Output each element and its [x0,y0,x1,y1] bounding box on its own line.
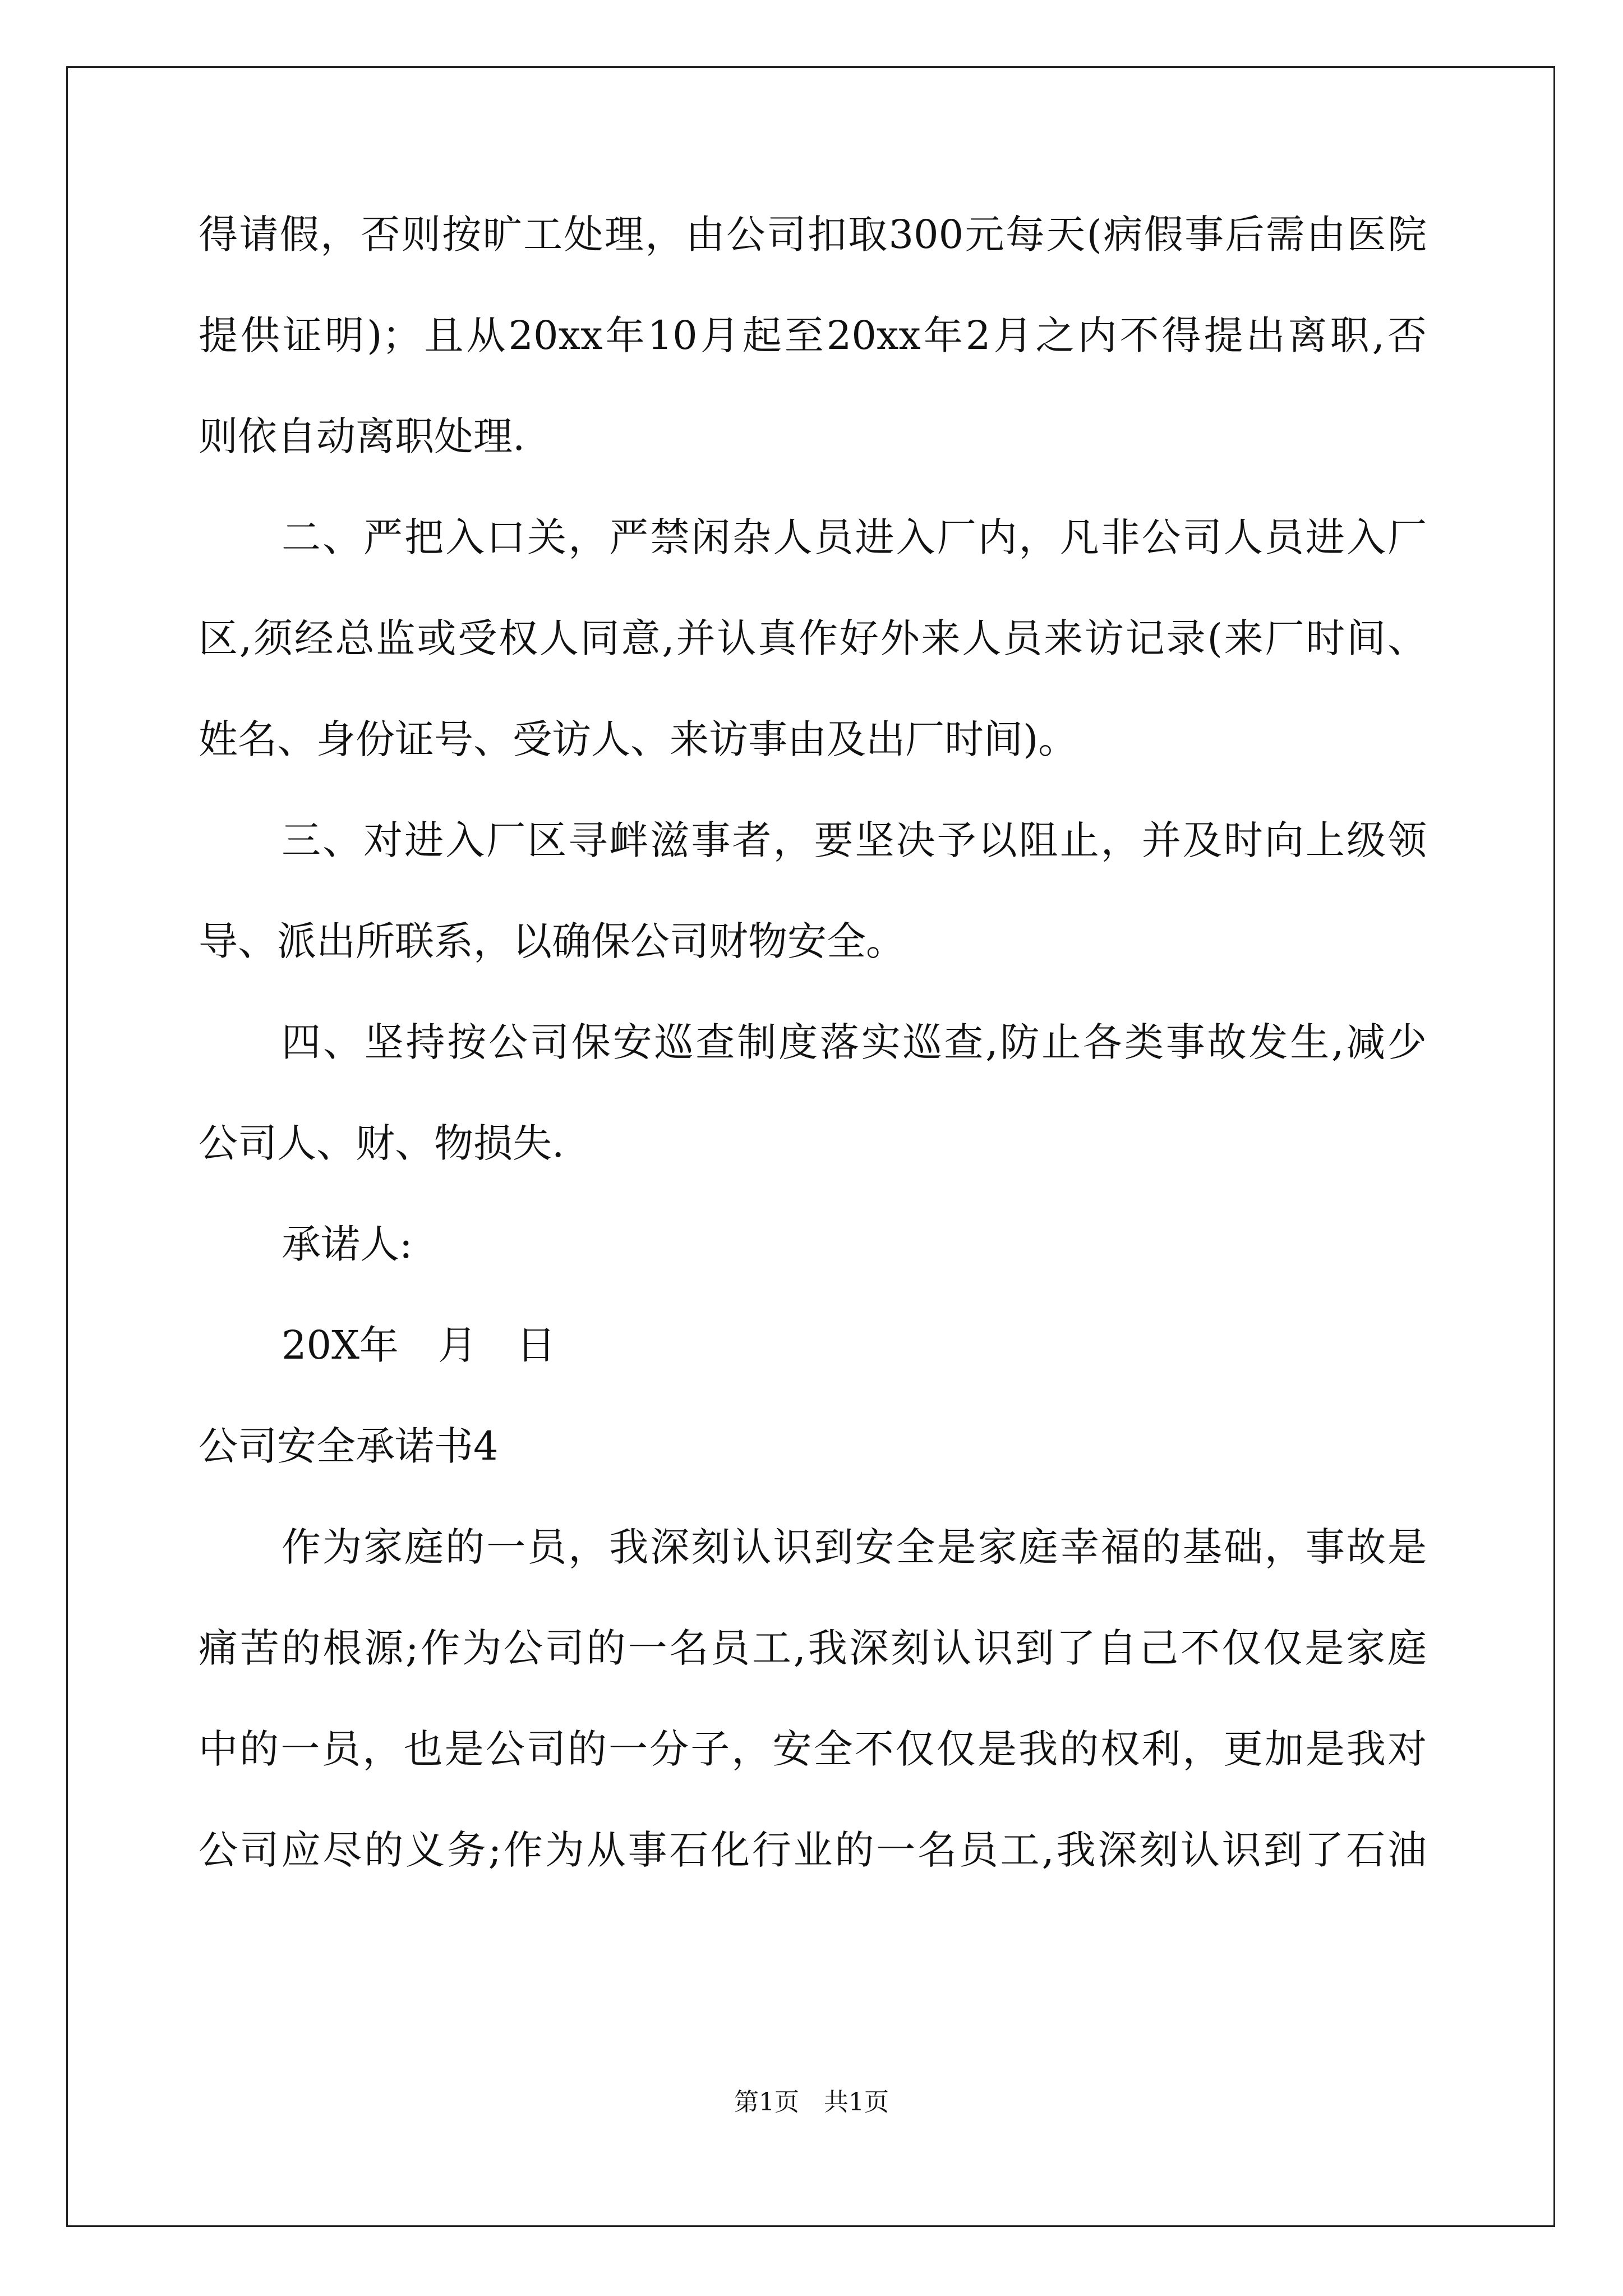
text-line-5: 区,须经总监或受权人同意,并认真作好外来人员来访记录(来厂时间、 [199,615,1427,661]
text-line-1: 得请假，否则按旷工处理，由公司扣取300元每天(病假事后需由医院 [199,211,1427,257]
signature-label: 承诺人: [282,1221,413,1267]
text-line-15: 痛苦的根源;作为公司的一名员工,我深刻认识到了自己不仅仅是家庭 [199,1625,1427,1671]
date-line: 20X年 月 日 [282,1322,556,1368]
section-heading: 公司安全承诺书4 [199,1423,499,1469]
text-line-14: 作为家庭的一员，我深刻认识到安全是家庭幸福的基础，事故是 [282,1524,1427,1570]
text-line-7: 三、对进入厂区寻衅滋事者，要坚决予以阻止，并及时向上级领 [282,817,1427,863]
page-footer: 第1页 共1页 [734,2088,889,2116]
text-line-4: 二、严把入口关，严禁闲杂人员进入厂内，凡非公司人员进入厂 [282,514,1427,560]
text-line-2: 提供证明)；且从20xx年10月起至20xx年2月之内不得提出离职,否 [199,312,1427,358]
text-line-8: 导、派出所联系，以确保公司财物安全。 [199,918,905,964]
text-line-16: 中的一员，也是公司的一分子，安全不仅仅是我的权利，更加是我对 [199,1726,1427,1772]
text-line-10: 公司人、财、物损失. [199,1120,565,1166]
text-line-17: 公司应尽的义务;作为从事石化行业的一名员工,我深刻认识到了石油 [199,1827,1427,1873]
text-line-3: 则依自动离职处理. [199,413,525,459]
text-line-6: 姓名、身份证号、受访人、来访事由及出厂时间)。 [199,716,1078,762]
text-line-9: 四、坚持按公司保安巡查制度落实巡查,防止各类事故发生,减少 [282,1019,1427,1065]
